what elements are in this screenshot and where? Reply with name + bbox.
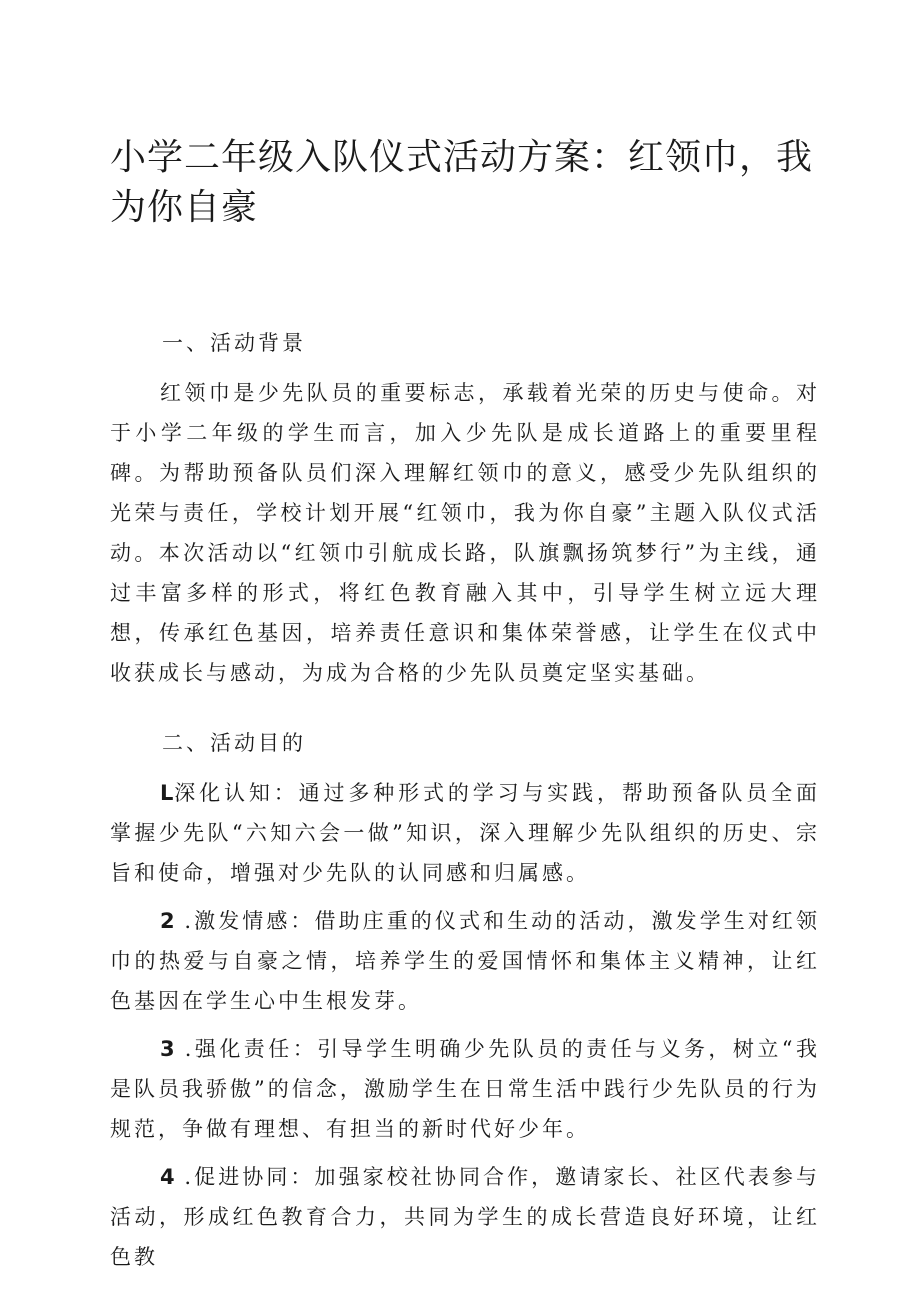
background-paragraph: 红领巾是少先队员的重要标志，承载着光荣的历史与使命。对于小学二年级的学生而言，加入少先队是成长道路上的重要里程碑。为帮助预备队员们深入理解红领巾的意义，感受少先队组织的光荣与责任，学校计划开展“红领巾，我为你自豪”主题入队仪式活动。本次活动以“红领巾引航成长路，队旗飘扬筑梦行”为主线，通过丰富多样的形式，将红色教育融入其中，引导学生树立远大理想，传承红色基因，培养责任意识和集体荣誉感，让学生在仪式中收获成长与感动，为成为合格的少先队员奠定坚实基础。 [110, 381, 820, 685]
purpose-item-2 [110, 901, 820, 1021]
purpose-item-1-number: L [160, 781, 174, 805]
section-heading-purpose: 二、活动目的 [162, 731, 306, 755]
purpose-item-1 [110, 773, 820, 893]
purpose-item-4-number: 4 [160, 1165, 175, 1189]
purpose-item-3 [110, 1029, 820, 1149]
purpose-item-2-text: .激发情感：借助庄重的仪式和生动的活动，激发学生对红领巾的热爱与自豪之情，培养学生的爱国情怀和集体主义精神，让红色基因在学生心中生根发芽。 [110, 909, 820, 1013]
purpose-item-2-number: 2 [160, 909, 175, 933]
section-heading-background: 一、活动背景 [162, 331, 306, 355]
purpose-item-3-number: 3 [160, 1037, 175, 1061]
purpose-item-4 [110, 1157, 820, 1277]
purpose-item-1-text: 深化认知：通过多种形式的学习与实践，帮助预备队员全面掌握少先队“六知六会一做”知识，深入理解少先队组织的历史、宗旨和使命，增强对少先队的认同感和归属感。 [110, 781, 820, 885]
document-body [110, 323, 820, 1277]
document-title: 小学二年级入队仪式活动方案：红领巾，我为你自豪 [110, 137, 814, 228]
purpose-item-3-text: .强化责任：引导学生明确少先队员的责任与义务，树立“我是队员我骄傲”的信念，激励学生在日常生活中践行少先队员的行为规范，争做有理想、有担当的新时代好少年。 [110, 1037, 820, 1141]
purpose-item-4-text: .促进协同：加强家校社协同合作，邀请家长、社区代表参与活动，形成红色教育合力，共同为学生的成长营造良好环境，让红色教 [110, 1165, 820, 1269]
